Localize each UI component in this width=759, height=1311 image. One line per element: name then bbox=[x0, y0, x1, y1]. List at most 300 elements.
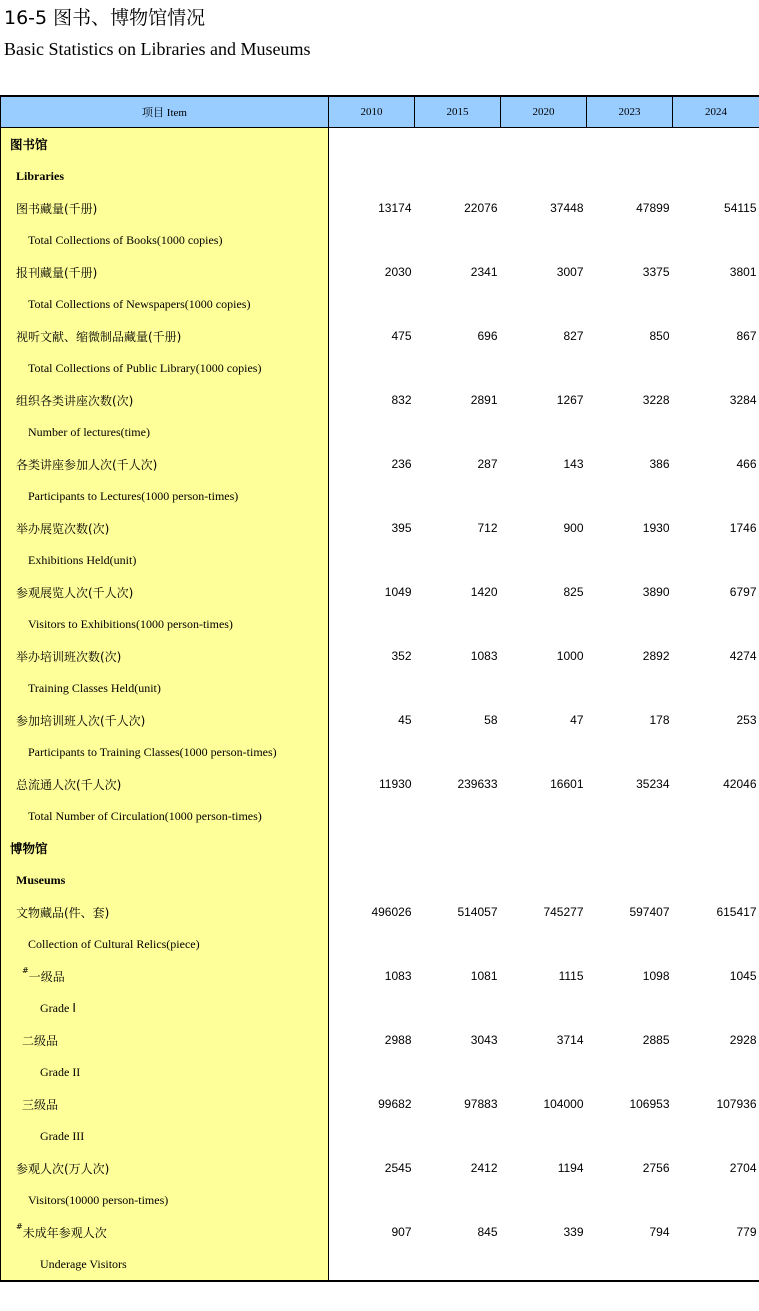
row-label-cell bbox=[1, 672, 329, 704]
value-cell: 58 bbox=[484, 713, 498, 727]
row-label-cell bbox=[1, 1216, 329, 1248]
value-cell bbox=[415, 864, 501, 896]
row-label: 视听文献、缩微制品藏量(千册) bbox=[16, 329, 182, 344]
value-cell bbox=[415, 416, 501, 448]
value-cell bbox=[673, 224, 759, 256]
row-label-cell bbox=[1, 736, 329, 768]
table-row bbox=[1, 1056, 759, 1088]
value-cell bbox=[501, 352, 587, 384]
value-cell: 106953 bbox=[629, 1097, 670, 1111]
value-cell bbox=[673, 1184, 759, 1216]
row-label-cell bbox=[1, 800, 329, 832]
row-label: Grade III bbox=[40, 1128, 85, 1143]
table-row bbox=[1, 640, 759, 672]
row-label: Participants to Lectures(1000 person-times) bbox=[28, 488, 239, 503]
value-cell bbox=[587, 800, 673, 832]
row-label-cell bbox=[1, 864, 329, 896]
value-cell: 2928 bbox=[729, 1033, 757, 1047]
row-label: 博物馆 bbox=[10, 841, 48, 856]
value-cell: 779 bbox=[736, 1225, 757, 1239]
row-label-cell bbox=[1, 1248, 329, 1281]
value-cell bbox=[587, 288, 673, 320]
value-cell bbox=[501, 864, 587, 896]
value-cell bbox=[329, 800, 415, 832]
row-label-cell bbox=[1, 160, 329, 192]
value-cell bbox=[587, 992, 673, 1024]
value-cell bbox=[501, 832, 587, 864]
row-label: 总流通人次(千人次) bbox=[16, 777, 122, 792]
row-label-cell bbox=[1, 480, 329, 512]
value-cell bbox=[673, 480, 759, 512]
value-cell: 239633 bbox=[457, 777, 498, 791]
value-cell bbox=[329, 928, 415, 960]
row-label-cell bbox=[1, 512, 329, 544]
value-cell: 2885 bbox=[642, 1033, 670, 1047]
value-cell: 1746 bbox=[729, 521, 757, 535]
row-label: 参加培训班人次(千人次) bbox=[16, 713, 146, 728]
table-row bbox=[1, 256, 759, 288]
row-label: 图书藏量(千册) bbox=[16, 201, 98, 216]
row-label: Grade Ⅰ bbox=[40, 1000, 76, 1015]
value-cell: 1049 bbox=[384, 585, 412, 599]
table-row bbox=[1, 800, 759, 832]
table-row bbox=[1, 544, 759, 576]
value-cell bbox=[329, 288, 415, 320]
row-label-cell bbox=[1, 768, 329, 800]
table-row bbox=[1, 1088, 759, 1120]
value-cell: 2545 bbox=[384, 1161, 412, 1175]
table-row bbox=[1, 992, 759, 1024]
value-cell bbox=[329, 160, 415, 192]
value-cell: 867 bbox=[736, 329, 757, 343]
row-label-cell bbox=[1, 1152, 329, 1184]
value-cell bbox=[415, 128, 501, 161]
header-year: 2020 bbox=[501, 96, 587, 128]
value-cell: 143 bbox=[563, 457, 584, 471]
value-cell: 1045 bbox=[729, 969, 757, 983]
table-row bbox=[1, 864, 759, 896]
table-row bbox=[1, 1216, 759, 1248]
row-label: Total Collections of Books(1000 copies) bbox=[28, 232, 223, 247]
value-cell bbox=[501, 224, 587, 256]
table-row bbox=[1, 704, 759, 736]
value-cell bbox=[501, 288, 587, 320]
table-row bbox=[1, 736, 759, 768]
value-cell bbox=[329, 224, 415, 256]
row-label: 参观人次(万人次) bbox=[16, 1161, 110, 1176]
value-cell: 37448 bbox=[550, 201, 584, 215]
value-cell: 1194 bbox=[557, 1161, 584, 1175]
value-cell bbox=[501, 672, 587, 704]
value-cell: 597407 bbox=[629, 905, 670, 919]
table-body bbox=[1, 128, 759, 1282]
row-label-cell bbox=[1, 576, 329, 608]
row-label-cell bbox=[1, 320, 329, 352]
value-cell bbox=[587, 1184, 673, 1216]
value-cell: 745277 bbox=[543, 905, 584, 919]
footnote-marker: # bbox=[16, 1221, 23, 1231]
value-cell bbox=[673, 608, 759, 640]
header-item: 项目 Item bbox=[1, 96, 329, 128]
value-cell bbox=[329, 992, 415, 1024]
value-cell: 825 bbox=[563, 585, 584, 599]
row-label-cell bbox=[1, 1088, 329, 1120]
value-cell: 1083 bbox=[470, 649, 498, 663]
table-row bbox=[1, 288, 759, 320]
value-cell bbox=[415, 736, 501, 768]
row-label-cell bbox=[1, 448, 329, 480]
value-cell bbox=[501, 160, 587, 192]
value-cell bbox=[415, 1184, 501, 1216]
row-label: 报刊藏量(千册) bbox=[16, 265, 98, 280]
row-label: 未成年参观人次 bbox=[22, 1225, 107, 1240]
row-label-cell bbox=[1, 1024, 329, 1056]
table-row bbox=[1, 1152, 759, 1184]
table-title-cn: 16-5 图书、博物馆情况 bbox=[4, 7, 206, 29]
value-cell: 6797 bbox=[729, 585, 757, 599]
row-label: Total Collections of Newspapers(1000 copies) bbox=[28, 296, 251, 311]
value-cell: 99682 bbox=[378, 1097, 412, 1111]
value-cell bbox=[329, 352, 415, 384]
row-label-cell bbox=[1, 352, 329, 384]
table-row bbox=[1, 672, 759, 704]
row-label: Museums bbox=[16, 872, 66, 887]
value-cell: 47899 bbox=[636, 201, 670, 215]
row-label-cell bbox=[1, 640, 329, 672]
value-cell: 845 bbox=[477, 1225, 498, 1239]
value-cell bbox=[501, 608, 587, 640]
value-cell bbox=[587, 224, 673, 256]
table-row bbox=[1, 896, 759, 928]
value-cell bbox=[587, 608, 673, 640]
value-cell bbox=[501, 1120, 587, 1152]
value-cell: 2988 bbox=[384, 1033, 412, 1047]
row-label: Training Classes Held(unit) bbox=[28, 680, 161, 695]
row-label-cell bbox=[1, 832, 329, 864]
value-cell: 794 bbox=[649, 1225, 670, 1239]
value-cell: 2891 bbox=[470, 393, 498, 407]
row-label: 举办培训班次数(次) bbox=[16, 649, 122, 664]
row-label-cell bbox=[1, 128, 329, 161]
value-cell bbox=[501, 128, 587, 161]
table-row bbox=[1, 224, 759, 256]
value-cell bbox=[329, 416, 415, 448]
row-label-cell bbox=[1, 960, 329, 992]
value-cell: 496026 bbox=[371, 905, 412, 919]
row-label-cell bbox=[1, 384, 329, 416]
value-cell: 16601 bbox=[550, 777, 584, 791]
header-year: 2023 bbox=[587, 96, 673, 128]
value-cell: 253 bbox=[736, 713, 757, 727]
header-year: 2024 bbox=[673, 96, 759, 128]
table-row bbox=[1, 352, 759, 384]
value-cell bbox=[415, 352, 501, 384]
value-cell bbox=[673, 1248, 759, 1281]
value-cell bbox=[673, 416, 759, 448]
value-cell: 2704 bbox=[729, 1161, 757, 1175]
value-cell: 3043 bbox=[470, 1033, 498, 1047]
value-cell bbox=[329, 608, 415, 640]
value-cell bbox=[587, 1120, 673, 1152]
header-year: 2010 bbox=[329, 96, 415, 128]
value-cell bbox=[673, 832, 759, 864]
value-cell: 1115 bbox=[558, 969, 584, 983]
value-cell: 1930 bbox=[642, 521, 670, 535]
value-cell: 2341 bbox=[470, 265, 498, 279]
value-cell: 45 bbox=[398, 713, 412, 727]
row-label: Underage Visitors bbox=[40, 1256, 127, 1271]
value-cell bbox=[415, 928, 501, 960]
value-cell: 1267 bbox=[556, 393, 584, 407]
value-cell: 466 bbox=[736, 457, 757, 471]
value-cell bbox=[501, 1056, 587, 1088]
value-cell: 395 bbox=[391, 521, 412, 535]
row-label-cell bbox=[1, 544, 329, 576]
row-label: 三级品 bbox=[22, 1097, 59, 1112]
table-row bbox=[1, 928, 759, 960]
row-label-cell bbox=[1, 224, 329, 256]
value-cell bbox=[329, 480, 415, 512]
table-row bbox=[1, 416, 759, 448]
value-cell bbox=[587, 1248, 673, 1281]
value-cell bbox=[415, 800, 501, 832]
row-label-cell bbox=[1, 288, 329, 320]
table-row bbox=[1, 192, 759, 224]
row-label-cell bbox=[1, 1056, 329, 1088]
value-cell bbox=[501, 480, 587, 512]
value-cell: 13174 bbox=[378, 201, 412, 215]
row-label: 各类讲座参加人次(千人次) bbox=[16, 457, 158, 472]
value-cell bbox=[501, 1184, 587, 1216]
value-cell: 386 bbox=[649, 457, 670, 471]
value-cell bbox=[415, 1120, 501, 1152]
row-label-cell bbox=[1, 1120, 329, 1152]
value-cell: 850 bbox=[649, 329, 670, 343]
value-cell bbox=[587, 736, 673, 768]
row-label: Libraries bbox=[16, 168, 64, 183]
row-label-cell bbox=[1, 896, 329, 928]
value-cell bbox=[587, 1056, 673, 1088]
value-cell: 97883 bbox=[464, 1097, 498, 1111]
table-row bbox=[1, 1248, 759, 1281]
row-label-cell bbox=[1, 256, 329, 288]
value-cell: 3714 bbox=[556, 1033, 584, 1047]
value-cell: 475 bbox=[391, 329, 412, 343]
value-cell bbox=[415, 832, 501, 864]
value-cell bbox=[587, 832, 673, 864]
value-cell bbox=[415, 288, 501, 320]
value-cell bbox=[501, 416, 587, 448]
value-cell bbox=[501, 544, 587, 576]
value-cell bbox=[587, 352, 673, 384]
table-row bbox=[1, 1184, 759, 1216]
value-cell: 832 bbox=[391, 393, 412, 407]
row-label-cell bbox=[1, 704, 329, 736]
value-cell bbox=[415, 160, 501, 192]
value-cell: 22076 bbox=[464, 201, 498, 215]
value-cell: 1081 bbox=[470, 969, 498, 983]
value-cell: 1420 bbox=[470, 585, 498, 599]
table-row bbox=[1, 160, 759, 192]
value-cell bbox=[501, 928, 587, 960]
value-cell bbox=[415, 1056, 501, 1088]
value-cell bbox=[673, 736, 759, 768]
row-label-cell bbox=[1, 608, 329, 640]
value-cell bbox=[415, 608, 501, 640]
row-label: Visitors(10000 person-times) bbox=[28, 1192, 169, 1207]
value-cell: 352 bbox=[391, 649, 412, 663]
row-label: Collection of Cultural Relics(piece) bbox=[28, 936, 200, 951]
value-cell bbox=[587, 480, 673, 512]
row-label: 组织各类讲座次数(次) bbox=[16, 393, 134, 408]
value-cell bbox=[501, 1248, 587, 1281]
value-cell bbox=[673, 1056, 759, 1088]
value-cell: 54115 bbox=[724, 201, 757, 215]
value-cell: 4274 bbox=[729, 649, 757, 663]
value-cell: 3375 bbox=[642, 265, 670, 279]
table-row bbox=[1, 320, 759, 352]
value-cell: 3007 bbox=[556, 265, 584, 279]
value-cell: 35234 bbox=[636, 777, 670, 791]
footnote-marker: # bbox=[22, 965, 29, 975]
value-cell bbox=[673, 128, 759, 161]
table-row bbox=[1, 512, 759, 544]
value-cell bbox=[415, 544, 501, 576]
value-cell bbox=[673, 800, 759, 832]
value-cell bbox=[329, 832, 415, 864]
value-cell: 696 bbox=[477, 329, 498, 343]
value-cell: 42046 bbox=[723, 777, 757, 791]
header-year: 2015 bbox=[415, 96, 501, 128]
table-row bbox=[1, 576, 759, 608]
table-row bbox=[1, 448, 759, 480]
row-label: Total Number of Circulation(1000 person-times) bbox=[28, 808, 262, 823]
value-cell: 3890 bbox=[642, 585, 670, 599]
table-row bbox=[1, 1024, 759, 1056]
value-cell bbox=[587, 160, 673, 192]
table-row bbox=[1, 608, 759, 640]
value-cell: 3801 bbox=[729, 265, 757, 279]
row-label-cell bbox=[1, 1184, 329, 1216]
value-cell: 1083 bbox=[384, 969, 412, 983]
value-cell bbox=[587, 544, 673, 576]
value-cell bbox=[673, 1120, 759, 1152]
value-cell bbox=[329, 736, 415, 768]
header-row bbox=[1, 96, 759, 128]
row-label: 二级品 bbox=[22, 1033, 59, 1048]
value-cell: 712 bbox=[477, 521, 498, 535]
row-label-cell bbox=[1, 192, 329, 224]
row-label: Participants to Training Classes(1000 person-times) bbox=[28, 744, 277, 759]
value-cell bbox=[329, 672, 415, 704]
value-cell bbox=[329, 128, 415, 161]
value-cell bbox=[415, 1248, 501, 1281]
table-title-en: Basic Statistics on Libraries and Museums bbox=[4, 39, 311, 59]
table-row bbox=[1, 1120, 759, 1152]
value-cell bbox=[673, 992, 759, 1024]
table-row bbox=[1, 832, 759, 864]
row-label-cell bbox=[1, 928, 329, 960]
row-label: Total Collections of Public Library(1000 copies) bbox=[28, 360, 262, 375]
value-cell bbox=[587, 416, 673, 448]
table-row bbox=[1, 480, 759, 512]
value-cell bbox=[501, 800, 587, 832]
value-cell bbox=[673, 352, 759, 384]
value-cell: 1098 bbox=[642, 969, 670, 983]
row-label: Number of lectures(time) bbox=[28, 424, 150, 439]
value-cell bbox=[673, 864, 759, 896]
value-cell bbox=[673, 928, 759, 960]
value-cell: 236 bbox=[391, 457, 412, 471]
value-cell bbox=[673, 544, 759, 576]
value-cell: 827 bbox=[563, 329, 584, 343]
value-cell bbox=[415, 672, 501, 704]
value-cell: 3228 bbox=[642, 393, 670, 407]
statistics-table bbox=[0, 95, 759, 1282]
row-label: Grade II bbox=[40, 1064, 81, 1079]
value-cell: 11930 bbox=[379, 777, 412, 791]
table-row bbox=[1, 128, 759, 161]
value-cell bbox=[501, 736, 587, 768]
value-cell bbox=[587, 864, 673, 896]
value-cell: 2030 bbox=[384, 265, 412, 279]
value-cell: 47 bbox=[570, 713, 584, 727]
value-cell: 178 bbox=[649, 713, 670, 727]
value-cell bbox=[329, 1248, 415, 1281]
value-cell: 907 bbox=[391, 1225, 412, 1239]
value-cell: 287 bbox=[477, 457, 498, 471]
value-cell bbox=[587, 128, 673, 161]
value-cell bbox=[415, 480, 501, 512]
value-cell: 2756 bbox=[642, 1161, 670, 1175]
value-cell: 339 bbox=[563, 1225, 584, 1239]
row-label: 文物藏品(件、套) bbox=[16, 905, 110, 920]
table-row bbox=[1, 384, 759, 416]
table-row bbox=[1, 960, 759, 992]
value-cell bbox=[329, 1056, 415, 1088]
value-cell bbox=[329, 864, 415, 896]
value-cell bbox=[415, 992, 501, 1024]
value-cell bbox=[329, 1120, 415, 1152]
value-cell bbox=[587, 672, 673, 704]
value-cell bbox=[587, 928, 673, 960]
row-label-cell bbox=[1, 992, 329, 1024]
value-cell bbox=[501, 992, 587, 1024]
value-cell: 514057 bbox=[457, 905, 498, 919]
value-cell bbox=[673, 160, 759, 192]
value-cell: 1000 bbox=[556, 649, 584, 663]
table-row bbox=[1, 768, 759, 800]
value-cell bbox=[673, 288, 759, 320]
value-cell bbox=[329, 1184, 415, 1216]
value-cell: 2892 bbox=[642, 649, 670, 663]
row-label: 举办展览次数(次) bbox=[16, 521, 110, 536]
value-cell bbox=[329, 544, 415, 576]
row-label: 一级品 bbox=[28, 969, 65, 984]
value-cell: 615417 bbox=[716, 905, 757, 919]
value-cell bbox=[415, 224, 501, 256]
row-label: Exhibitions Held(unit) bbox=[28, 552, 137, 567]
value-cell bbox=[673, 672, 759, 704]
value-cell: 3284 bbox=[729, 393, 757, 407]
value-cell: 104000 bbox=[543, 1097, 584, 1111]
row-label: 参观展览人次(千人次) bbox=[16, 585, 134, 600]
value-cell: 900 bbox=[563, 521, 584, 535]
value-cell: 2412 bbox=[470, 1161, 498, 1175]
row-label: Visitors to Exhibitions(1000 person-times) bbox=[28, 616, 233, 631]
row-label: 图书馆 bbox=[10, 137, 48, 152]
value-cell: 107936 bbox=[716, 1097, 757, 1111]
